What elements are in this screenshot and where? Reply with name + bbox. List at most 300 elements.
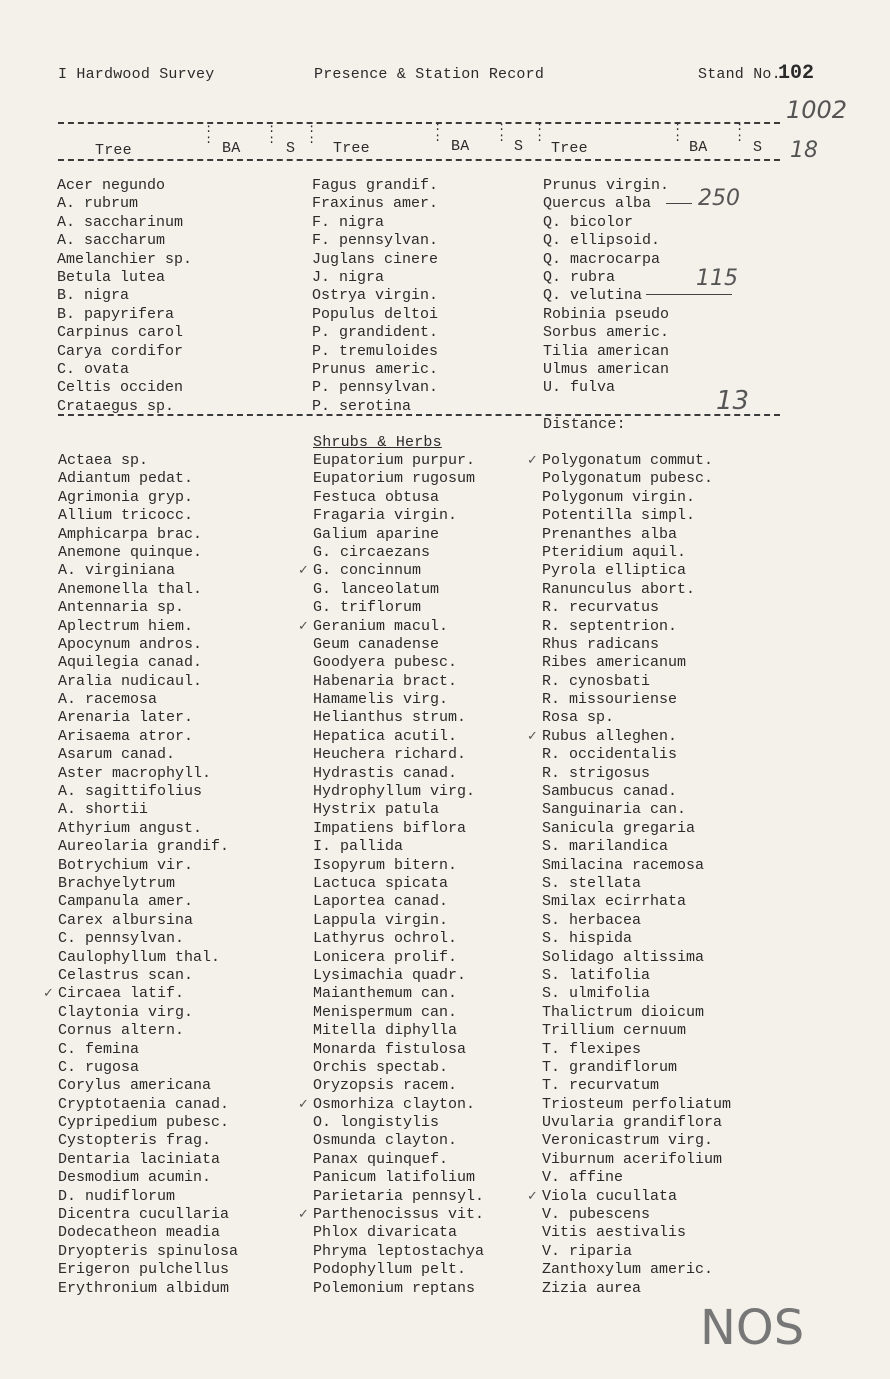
species-name: Eupatorium rugosum xyxy=(313,470,476,488)
species-name: Trillium cernuum xyxy=(542,1022,687,1040)
species-entry xyxy=(43,1280,238,1298)
species-name: Viburnum acerifolium xyxy=(542,1150,723,1168)
species-name: Lonicera prolif. xyxy=(313,948,458,966)
species-entry xyxy=(527,507,731,525)
species-entry xyxy=(298,985,484,1003)
species-entry xyxy=(527,673,731,691)
species-name: G. concinnum xyxy=(313,562,422,580)
tree-entry: Robinia pseudo xyxy=(543,305,670,323)
species-name: Thalictrum dioicum xyxy=(542,1003,705,1021)
species-entry xyxy=(527,1280,731,1298)
species-name: Arenaria later. xyxy=(58,709,194,727)
velutina-value: 115 xyxy=(696,266,738,291)
species-entry xyxy=(298,1261,484,1279)
species-entry xyxy=(298,1132,484,1150)
species-entry xyxy=(43,1096,238,1114)
species-entry xyxy=(298,930,484,948)
species-entry xyxy=(43,912,238,930)
species-name: Erythronium albidum xyxy=(58,1279,230,1297)
header-tree-1: Tree xyxy=(95,142,132,159)
species-entry xyxy=(298,967,484,985)
species-entry xyxy=(298,1041,484,1059)
tree-entry: F. pennsylvan. xyxy=(312,232,439,250)
alba-dash xyxy=(666,203,692,204)
top-dashed-rule xyxy=(58,122,780,124)
species-entry xyxy=(298,1022,484,1040)
species-name: Prenanthes alba xyxy=(542,525,678,543)
species-name: T. flexipes xyxy=(542,1040,642,1058)
species-entry xyxy=(527,893,731,911)
velutina-dash xyxy=(646,294,732,295)
species-name: Polygonum virgin. xyxy=(542,488,696,506)
checkmark-icon: ✓ xyxy=(298,1207,309,1223)
species-name: Hystrix patula xyxy=(313,801,440,819)
species-name: Cornus altern. xyxy=(58,1022,185,1040)
species-name: Polygonatum pubesc. xyxy=(542,470,714,488)
species-entry xyxy=(298,857,484,875)
species-entry xyxy=(43,618,238,636)
species-name: Athyrium angust. xyxy=(58,819,203,837)
header-divider: : : xyxy=(498,120,506,145)
header-divider: : : xyxy=(536,120,544,145)
tree-entry: C. ovata xyxy=(57,360,130,378)
trees-column-1 xyxy=(57,177,192,416)
species-name: Polemonium reptans xyxy=(313,1279,476,1297)
species-name: Panax quinquef. xyxy=(313,1150,449,1168)
tree-entry: A. rubrum xyxy=(57,195,139,213)
species-name: Corylus americana xyxy=(58,1077,212,1095)
checkmark-icon: ✓ xyxy=(298,618,309,634)
species-name: Eupatorium purpur. xyxy=(313,452,476,469)
species-name: R. missouriense xyxy=(542,691,678,709)
tree-entry: P. pennsylvan. xyxy=(312,379,439,397)
species-name: Podophyllum pelt. xyxy=(313,1261,467,1279)
species-entry xyxy=(43,1206,238,1224)
species-entry xyxy=(43,765,238,783)
species-name: T. grandiflorum xyxy=(542,1058,678,1076)
stand-number: 102 xyxy=(778,62,815,85)
species-name: Aplectrum hiem. xyxy=(58,617,194,635)
species-name: V. pubescens xyxy=(542,1206,651,1224)
species-name: Aureolaria grandif. xyxy=(58,838,230,856)
handwritten-18: 18 xyxy=(790,138,818,163)
species-name: Cypripedium pubesc. xyxy=(58,1114,230,1132)
species-name: Veronicastrum virg. xyxy=(542,1132,714,1150)
species-entry xyxy=(527,1206,731,1224)
species-name: Parthenocissus vit. xyxy=(313,1206,485,1224)
species-name: Sanicula gregaria xyxy=(542,819,696,837)
species-name: Hepatica acutil. xyxy=(313,727,458,745)
tree-entry: Populus deltoi xyxy=(312,305,439,323)
header-divider: : : xyxy=(434,120,442,145)
species-name: Dicentra cucullaria xyxy=(58,1206,230,1224)
species-entry xyxy=(298,544,484,562)
species-entry xyxy=(298,820,484,838)
species-name: Menispermum can. xyxy=(313,1003,458,1021)
species-entry xyxy=(43,562,238,580)
species-name: Maianthemum can. xyxy=(313,985,458,1003)
species-name: Zanthoxylum americ. xyxy=(542,1261,714,1279)
species-name: Cryptotaenia canad. xyxy=(58,1095,230,1113)
species-entry xyxy=(527,967,731,985)
species-entry xyxy=(43,1224,238,1242)
tree-entry: Carya cordifor xyxy=(57,342,184,360)
shrubs-herbs-heading: Shrubs & Herbs xyxy=(313,434,442,451)
species-entry xyxy=(527,820,731,838)
species-entry xyxy=(527,1132,731,1150)
species-name: Lysimachia quadr. xyxy=(313,966,467,984)
species-name: O. longistylis xyxy=(313,1114,440,1132)
species-entry xyxy=(298,470,484,488)
species-entry xyxy=(43,1243,238,1261)
species-entry xyxy=(298,489,484,507)
species-entry xyxy=(527,765,731,783)
species-name: Helianthus strum. xyxy=(313,709,467,727)
species-name: Rhus radicans xyxy=(542,635,660,653)
species-entry xyxy=(298,893,484,911)
species-name: Agrimonia gryp. xyxy=(58,488,194,506)
species-entry xyxy=(527,912,731,930)
tree-entry: J. nigra xyxy=(312,268,385,286)
species-entry xyxy=(298,801,484,819)
species-name: Sanguinaria can. xyxy=(542,801,687,819)
herbs-column-2 xyxy=(298,452,484,1298)
header-divider: : : xyxy=(268,122,276,147)
species-name: C. femina xyxy=(58,1040,140,1058)
species-entry xyxy=(527,728,731,746)
species-entry xyxy=(43,985,238,1003)
species-name: I. pallida xyxy=(313,838,404,856)
species-entry xyxy=(298,581,484,599)
species-entry xyxy=(527,581,731,599)
header-ba-1: BA xyxy=(222,140,241,157)
species-name: Sambucus canad. xyxy=(542,783,678,801)
species-entry xyxy=(43,1151,238,1169)
species-name: Orchis spectab. xyxy=(313,1058,449,1076)
species-name: A. sagittifolius xyxy=(58,783,203,801)
species-entry xyxy=(298,636,484,654)
species-name: R. recurvatus xyxy=(542,599,660,617)
distance-handwritten: 13 xyxy=(716,386,750,416)
species-name: A. racemosa xyxy=(58,691,158,709)
species-entry xyxy=(298,765,484,783)
species-name: Osmunda clayton. xyxy=(313,1132,458,1150)
species-entry xyxy=(43,1004,238,1022)
species-name: G. lanceolatum xyxy=(313,580,440,598)
species-name: Asarum canad. xyxy=(58,746,176,764)
species-entry xyxy=(43,783,238,801)
species-entry xyxy=(527,1261,731,1279)
species-entry xyxy=(43,654,238,672)
tree-entry: A. saccharinum xyxy=(57,213,184,231)
species-entry xyxy=(298,912,484,930)
species-entry xyxy=(527,544,731,562)
species-name: Oryzopsis racem. xyxy=(313,1077,458,1095)
checkmark-icon: ✓ xyxy=(527,1188,538,1204)
species-entry xyxy=(527,801,731,819)
species-entry xyxy=(527,709,731,727)
species-name: Hydrophyllum virg. xyxy=(313,783,476,801)
species-name: Brachyelytrum xyxy=(58,874,176,892)
species-entry xyxy=(527,783,731,801)
species-name: Galium aparine xyxy=(313,525,440,543)
species-entry xyxy=(527,1169,731,1187)
species-entry xyxy=(43,1059,238,1077)
species-entry xyxy=(43,691,238,709)
species-name: Triosteum perfoliatum xyxy=(542,1095,732,1113)
species-entry xyxy=(527,1077,731,1095)
species-name: S. stellata xyxy=(542,874,642,892)
species-entry xyxy=(527,489,731,507)
tree-entry: Amelanchier sp. xyxy=(57,250,193,268)
species-name: Erigeron pulchellus xyxy=(58,1261,230,1279)
species-name: Dodecatheon meadia xyxy=(58,1224,221,1242)
species-name: Smilax ecirrhata xyxy=(542,893,687,911)
species-name: Impatiens biflora xyxy=(313,819,467,837)
tree-entry: Quercus alba xyxy=(543,195,652,213)
species-entry xyxy=(527,1243,731,1261)
species-entry xyxy=(43,599,238,617)
species-name: Heuchera richard. xyxy=(313,746,467,764)
species-entry xyxy=(527,654,731,672)
species-entry xyxy=(298,949,484,967)
species-name: A. virginiana xyxy=(58,562,176,580)
species-entry xyxy=(298,1114,484,1132)
species-name: Dentaria laciniata xyxy=(58,1150,221,1168)
species-entry xyxy=(298,1004,484,1022)
checkmark-icon: ✓ xyxy=(298,563,309,579)
species-entry xyxy=(527,1188,731,1206)
header-ba-2: BA xyxy=(451,138,470,155)
species-entry xyxy=(298,838,484,856)
species-name: G. triflorum xyxy=(313,599,422,617)
species-entry xyxy=(298,618,484,636)
tree-entry: U. fulva xyxy=(543,379,616,397)
species-entry xyxy=(43,673,238,691)
species-entry xyxy=(298,1077,484,1095)
species-entry xyxy=(527,470,731,488)
species-name: C. pennsylvan. xyxy=(58,930,185,948)
tree-entry: Celtis occiden xyxy=(57,379,184,397)
header-tree-2: Tree xyxy=(333,140,370,157)
species-name: Hamamelis virg. xyxy=(313,691,449,709)
species-name: V. riparia xyxy=(542,1242,633,1260)
tree-entry: Tilia american xyxy=(543,342,670,360)
species-name: Laportea canad. xyxy=(313,893,449,911)
species-name: Mitella diphylla xyxy=(313,1022,458,1040)
tree-entry: P. serotina xyxy=(312,397,412,415)
header-divider: : : xyxy=(205,122,213,147)
herbs-column-1 xyxy=(43,452,238,1298)
species-name: Aquilegia canad. xyxy=(58,654,203,672)
species-entry xyxy=(527,618,731,636)
species-name: Claytonia virg. xyxy=(58,1003,194,1021)
survey-title: I Hardwood Survey xyxy=(58,66,215,83)
species-entry xyxy=(527,526,731,544)
tree-entry: B. papyrifera xyxy=(57,305,175,323)
record-title: Presence & Station Record xyxy=(314,66,545,83)
species-name: Arisaema atror. xyxy=(58,727,194,745)
species-name: G. circaezans xyxy=(313,543,431,561)
species-name: Anemonella thal. xyxy=(58,580,203,598)
species-entry xyxy=(527,746,731,764)
species-entry xyxy=(43,820,238,838)
species-entry xyxy=(43,636,238,654)
species-name: Vitis aestivalis xyxy=(542,1224,687,1242)
tree-entry: Carpinus carol xyxy=(57,324,184,342)
species-entry xyxy=(298,1243,484,1261)
species-entry xyxy=(43,949,238,967)
species-entry xyxy=(43,581,238,599)
species-name: Rubus alleghen. xyxy=(542,727,678,745)
species-name: S. ulmifolia xyxy=(542,985,651,1003)
species-entry xyxy=(527,930,731,948)
species-name: Hydrastis canad. xyxy=(313,764,458,782)
species-entry xyxy=(527,636,731,654)
species-entry xyxy=(298,1188,484,1206)
tree-entry: B. nigra xyxy=(57,287,130,305)
species-name: Aralia nudicaul. xyxy=(58,672,203,690)
species-name: R. septentrion. xyxy=(542,617,678,635)
species-entry xyxy=(43,857,238,875)
species-entry xyxy=(527,452,731,470)
tree-entry: Ulmus american xyxy=(543,360,670,378)
header-s-1: S xyxy=(286,140,296,157)
distance-label: Distance: xyxy=(543,416,626,433)
tree-entry: Ostrya virgin. xyxy=(312,287,439,305)
tree-entry: Acer negundo xyxy=(57,177,166,194)
species-entry xyxy=(43,875,238,893)
tree-entry: F. nigra xyxy=(312,213,385,231)
species-entry xyxy=(527,857,731,875)
species-entry xyxy=(43,1077,238,1095)
species-entry xyxy=(43,746,238,764)
species-entry xyxy=(527,1114,731,1132)
species-entry xyxy=(527,691,731,709)
species-entry xyxy=(298,1280,484,1298)
checkmark-icon: ✓ xyxy=(527,728,538,744)
species-entry xyxy=(43,728,238,746)
species-name: C. rugosa xyxy=(58,1058,140,1076)
species-entry xyxy=(43,1114,238,1132)
header-divider: : : xyxy=(308,122,316,147)
handwritten-stand-number: 1002 xyxy=(786,96,848,124)
species-entry xyxy=(298,562,484,580)
trees-column-2 xyxy=(312,177,438,416)
species-entry xyxy=(298,673,484,691)
species-name: Botrychium vir. xyxy=(58,856,194,874)
species-name: Ranunculus abort. xyxy=(542,580,696,598)
header-s-3: S xyxy=(753,139,763,156)
species-entry xyxy=(527,1041,731,1059)
species-name: Osmorhiza clayton. xyxy=(313,1095,476,1113)
species-name: Zizia aurea xyxy=(542,1279,642,1297)
species-entry xyxy=(43,507,238,525)
species-entry xyxy=(298,507,484,525)
species-name: Circaea latif. xyxy=(58,985,185,1003)
species-entry xyxy=(43,1261,238,1279)
species-entry xyxy=(298,526,484,544)
tree-entry: Q. rubra xyxy=(543,268,616,286)
species-name: Desmodium acumin. xyxy=(58,1169,212,1187)
species-name: R. occidentalis xyxy=(542,746,678,764)
species-entry xyxy=(298,654,484,672)
species-name: Pteridium aquil. xyxy=(542,543,687,561)
species-name: Apocynum andros. xyxy=(58,635,203,653)
species-entry xyxy=(43,801,238,819)
species-entry xyxy=(298,1224,484,1242)
species-name: Aster macrophyll. xyxy=(58,764,212,782)
header-divider: : : xyxy=(736,120,744,145)
tree-entry: Prunus americ. xyxy=(312,360,439,378)
species-entry xyxy=(298,691,484,709)
species-entry xyxy=(298,1151,484,1169)
tree-entry: Betula lutea xyxy=(57,268,166,286)
species-entry xyxy=(527,875,731,893)
species-name: Ribes americanum xyxy=(542,654,687,672)
species-name: Uvularia grandiflora xyxy=(542,1114,723,1132)
species-entry xyxy=(527,985,731,1003)
species-name: Carex albursina xyxy=(58,911,194,929)
species-name: T. recurvatum xyxy=(542,1077,660,1095)
species-name: Lappula virgin. xyxy=(313,911,449,929)
species-entry xyxy=(298,1096,484,1114)
species-entry xyxy=(43,470,238,488)
species-name: S. herbacea xyxy=(542,911,642,929)
tree-entry: Prunus virgin. xyxy=(543,177,670,194)
tree-entry: P. tremuloides xyxy=(312,342,439,360)
species-name: Goodyera pubesc. xyxy=(313,654,458,672)
species-name: Phryma leptostachya xyxy=(313,1242,485,1260)
tree-entry: Q. bicolor xyxy=(543,213,634,231)
species-name: D. nudiflorum xyxy=(58,1187,176,1205)
species-name: Geum canadense xyxy=(313,635,440,653)
species-entry xyxy=(527,1022,731,1040)
species-entry xyxy=(43,1132,238,1150)
tree-entry: Fraxinus amer. xyxy=(312,195,439,213)
species-entry xyxy=(527,562,731,580)
species-entry xyxy=(298,746,484,764)
species-name: Solidago altissima xyxy=(542,948,705,966)
species-entry xyxy=(527,599,731,617)
species-name: A. shortii xyxy=(58,801,149,819)
species-entry xyxy=(527,1151,731,1169)
species-entry xyxy=(527,1004,731,1022)
species-entry xyxy=(43,709,238,727)
species-name: Panicum latifolium xyxy=(313,1169,476,1187)
species-name: Campanula amer. xyxy=(58,893,194,911)
species-entry xyxy=(43,967,238,985)
species-name: Festuca obtusa xyxy=(313,488,440,506)
species-name: Lactuca spicata xyxy=(313,874,449,892)
species-name: R. cynosbati xyxy=(542,672,651,690)
species-entry xyxy=(298,599,484,617)
bottom-note: NOS xyxy=(700,1300,805,1356)
species-name: Antennaria sp. xyxy=(58,599,185,617)
species-entry xyxy=(43,526,238,544)
tree-entry: Fagus grandif. xyxy=(312,177,439,194)
species-entry xyxy=(527,1059,731,1077)
species-name: Actaea sp. xyxy=(58,452,149,469)
species-name: Geranium macul. xyxy=(313,617,449,635)
tree-entry: Q. ellipsoid. xyxy=(543,232,661,250)
tree-entry: Q. macrocarpa xyxy=(543,250,661,268)
header-dashed-rule xyxy=(58,159,780,161)
tree-entry: Sorbus americ. xyxy=(543,324,670,342)
species-entry xyxy=(298,1169,484,1187)
species-entry xyxy=(298,875,484,893)
species-name: V. affine xyxy=(542,1169,624,1187)
